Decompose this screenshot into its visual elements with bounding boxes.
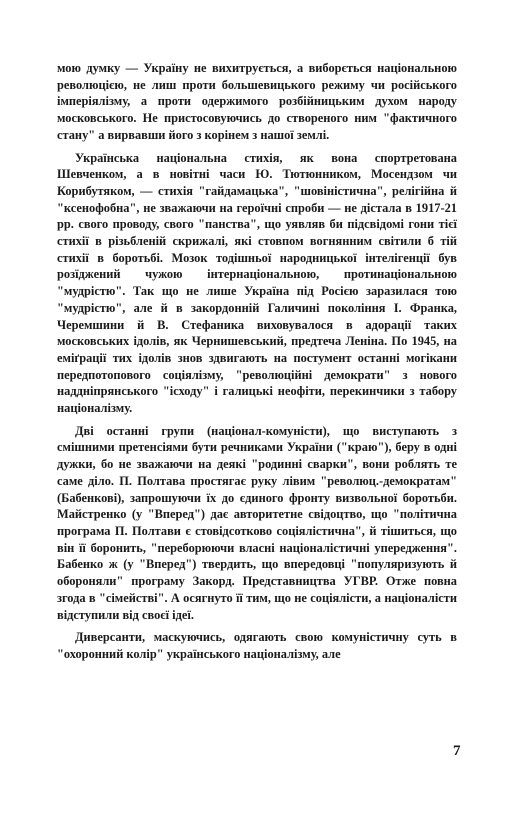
paragraph-4: Диверсанти, маскуючись, одягають свою комуністичну суть в "охоронний колір" українського націоналізму, але	[57, 630, 457, 661]
paragraph-1: мою думку — Україну не вихитрується, а виборється національною революцією, не лиш проти большевицького режиму чи російського імперіялізму, а проти одержимого розбійницьким духом народу московського. Не пристосовуючись до створеного ним "фактичного стану" а вирвавши його з корінем з нашої землі.	[57, 61, 457, 142]
paragraph-2: Українська національна стихія, як вона спортретована Шевченком, а в новітні часи Ю. Тютюнником, Мосендзом чи Корибутяком, — стихія "гайдамацька", "шовіністична", релігійна й "ксенофобна", не зважаючи на героїчні спроби — не дістала в 1917-21 рр. свого проводу, свого "панства", що уявляв би підсвідомі гони тієї стихії в різьбленій скрижалі, які стовпом вогнянним світили б тій стихії в боротьбі. Мозок тодішньої народницької інтелігенції був розїджений чужою інтернаціональною, протинаціональною "мудрістю". Так що не лише Україна під Росією заразилася тою "мудрістю", але й в закордонній Галичині покоління І. Франка, Черемшини й В. Стефаника виховувалося в адорації таких московських ідолів, як Чернишевський, предтеча Леніна. По 1945, на еміґрації тих ідолів знов здвигають на постумент останні могікани передпотопового соціялізму, "революційні демократи" з нового наддніпрянського "ісходу" і галицькі неофіти, перекинчики з табору націоналізму.	[57, 150, 457, 416]
paragraph-3: Дві останні групи (націонал-комуністи), що виступають з смішними претенсіями бути речниками України ("краю"), беру в одні дужки, бо не зважаючи на деякі "родинні сварки", вони роблять те саме діло. П. Полтава простягає руку лівим "революц.-демократам" (Бабенкові), запрошуючи їх до єдиного фронту визвольної боротьби. Майстренко (у "Вперед") дає авторитетне свідоцтво, що "політична програма П. Полтави є стовідсотково соціялістична", й тішиться, що він її боронить, "переборюючи власні націоналістичні упередження". Бабенко ж (у "Вперед") твердить, що вперeдовці "популяризують й обороняли" програму Закорд. Представництва УГВР. Отже повна згода в "сімействі". А осягнуто її тим, що не соціялісти, а націоналісти відступили від своєї ідеї.	[57, 423, 457, 622]
page-number: 7	[453, 743, 461, 759]
page-body	[57, 60, 457, 663]
